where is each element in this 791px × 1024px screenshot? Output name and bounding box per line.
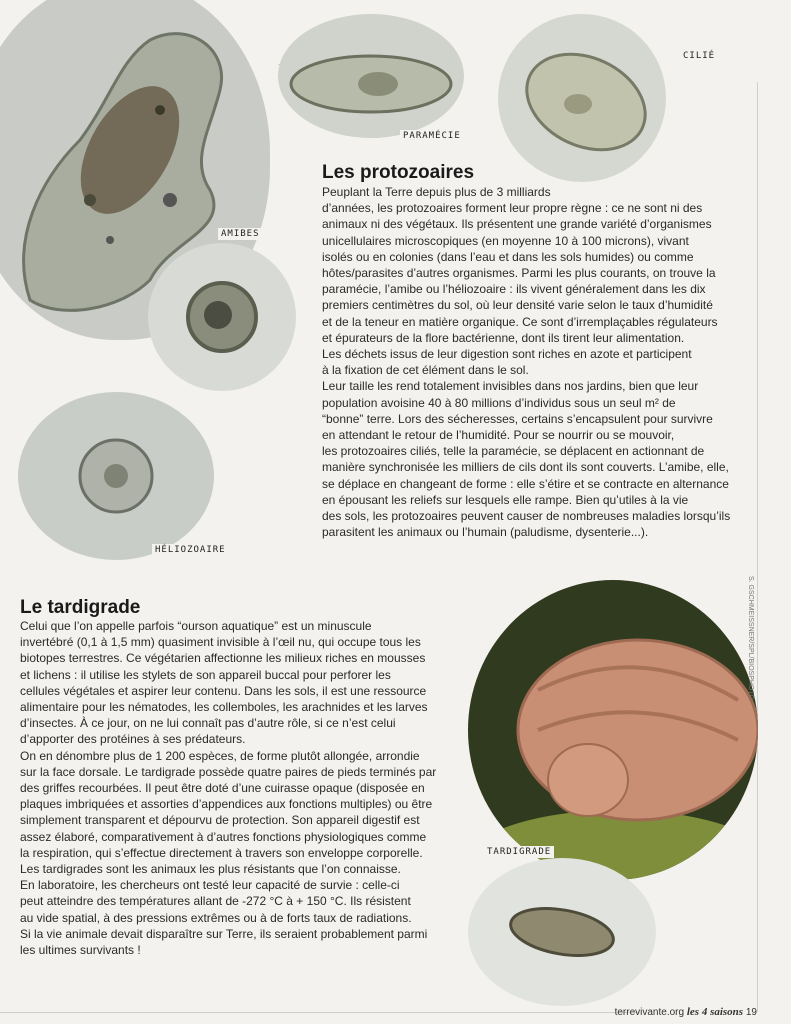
tardigrade-text-line: simplement transparent et dépourvu de protection. Son appareil digestif est (20, 813, 420, 828)
cilie-label: CILIÉ (680, 50, 718, 62)
protozoaires-text-line: en épousant les reliefs sur lesquels elle rampe. Bien qu’utiles à la vie (322, 492, 689, 507)
tardigrade-text-line: Si la vie animale devait disparaître sur Terre, ils seraient probablement parmi (20, 926, 428, 941)
protozoaires-text-line: paramécie, l’amibe ou l’héliozoaire : ils vivent généralement dans les dix (322, 282, 706, 297)
protozoaires-text-line: Leur taille les rend totalement invisibles dans nos jardins, bien que leur (322, 379, 699, 394)
tardigrade-title: Le tardigrade (20, 597, 141, 618)
photo-credit: S. GSCHMEISSNER/SPL/BIOSPHOTO (747, 576, 754, 700)
protozoaires-text-line: animaux ni des végétaux. Ils présentent une grande variété d’organismes (322, 217, 712, 232)
tardigrade-text-line: la respiration, qui s’effectue directement à travers son enveloppe corporelle. (20, 845, 423, 860)
heliozoaire-label: HÉLIOZOAIRE (152, 544, 229, 556)
protozoaires-text-line: des sols, les protozoaires peuvent causer de nombreuses maladies lorsqu’ils (322, 509, 731, 524)
protozoaires-text-line: hôtes/parasites d’autres organismes. Parmi les plus courants, on trouve la (322, 266, 716, 281)
tardigrade-text-line: alimentaire pour les nématodes, les collemboles, les arachnides et les larves (20, 700, 428, 715)
frame-bottom-line (0, 1012, 640, 1013)
tardigrade-text-line: Les tardigrades sont les animaux les plus résistants que l’on connaisse. (20, 862, 401, 877)
tardigrade-text-line: des griffes recourbées. Il peut être doté d’une cuirasse opaque (disposée en (20, 781, 425, 796)
paramecie-label: PARAMÉCIE (400, 130, 464, 142)
page-footer (615, 1006, 757, 1018)
paramecie-image (278, 14, 464, 138)
protozoaires-text-line: en attendant le retour de l’humidité. Pour se nourrir ou se mouvoir, (322, 428, 675, 443)
protozoaires-text-line: et de la teneur en matière organique. Ce sont d’irremplaçables régulateurs (322, 314, 718, 329)
tardigrade-text-line: sur la face dorsale. Le tardigrade possède quatre paires de pieds terminés par (20, 764, 437, 779)
protozoaires-text-line: d’années, les protozoaires forment leur propre règne : ce ne sont ni des (322, 201, 703, 216)
protozoaires-text-line: se déplace en changeant de forme : elle s’étire et se contracte en alternance (322, 476, 729, 491)
tardigrade-text-line: au vide spatial, à des pressions extrêmes ou à de forts taux de radiations. (20, 910, 412, 925)
protozoaires-text-line: à la fixation de cet élément dans le sol. (322, 363, 529, 378)
heliozoaire-image (18, 392, 214, 560)
protozoaires-text-line: parasitent les animaux ou l’humain (paludisme, dysenterie...). (322, 525, 649, 540)
tardigrade-body (20, 618, 460, 958)
protozoaires-text-line: les protozoaires ciliés, telle la paramécie, se déplacent en actionnant de (322, 444, 705, 459)
tardigrade-text-line: les ultimes survivants ! (20, 943, 141, 958)
tardigrade-text-line: Celui que l’on appelle parfois “ourson aquatique” est un minuscule (20, 619, 372, 633)
tardigrade-text-line: d’apporter des protéines à ses prédateurs. (20, 732, 246, 747)
protozoaires-text-line: unicellulaires microscopiques (en moyenne 10 à 100 microns), vivant (322, 233, 689, 248)
frame-right-line (757, 82, 758, 1012)
protozoaires-title: Les protozoaires (322, 162, 475, 183)
protozoaires-text-line: “bonne” terre. Lors des sécheresses, certains s’encapsulent pour survivre (322, 411, 713, 426)
protozoaires-body (322, 184, 752, 540)
protozoaires-text-line: manière synchronisée les milliers de cils dont ils sont couverts. L’amibe, elle, (322, 460, 729, 475)
tardigrade-text-line: invertébré (0,1 à 1,5 mm) quasiment invisible à l’œil nu, qui occupe tous les (20, 635, 421, 650)
footer-site: terrevivante.org (614, 1007, 685, 1018)
amibe-small-image (148, 243, 296, 391)
tardigrade-small-image (468, 858, 656, 1006)
page-number: 19 (745, 1007, 757, 1018)
tardigrade-text-line: plaques imbriquées et assorties d’appendices aux fonctions multiples) ou être (20, 797, 433, 812)
footer-brand: les 4 saisons (686, 1006, 744, 1018)
tardigrade-text-line: assez élaboré, comparativement à d’autres fonctions physiologiques comme (20, 829, 427, 844)
tardigrade-text-line: peut atteindre des températures allant de -272 °C à + 150 °C. Ils résistent (20, 894, 411, 909)
protozoaires-text-line: population avoisine 40 à 80 millions d’individus sous un seul m² de (322, 395, 676, 410)
tardigrade-text-line: cellules végétales et aspirer leur contenu. Dans les sols, il est une ressource (20, 683, 427, 698)
amibes-label: AMIBES (218, 228, 263, 240)
tardigrade-text-line: biotopes terrestres. Ce végétarien affectionne les milieux riches en mousses (20, 651, 426, 666)
tardigrade-image (468, 580, 758, 880)
tardigrade-text-line: et lichens : il utilise les stylets de son appareil buccal pour perforer les (20, 667, 391, 682)
tardigrade-text-line: On en dénombre plus de 1 200 espèces, de forme plutôt allongée, arrondie (20, 748, 420, 763)
protozoaires-text-line: isolés ou en colonies (dans l’eau et dans les sols humides) ou comme (322, 249, 694, 264)
protozoaires-text-line: Peuplant la Terre depuis plus de 3 milliards (322, 185, 551, 199)
tardigrade-text-line: En laboratoire, les chercheurs ont testé leur capacité de survie : celle-ci (20, 878, 400, 893)
tardigrade-text-line: d’insectes. À ce jour, on ne lui connaît pas d’autre rôle, si ce n’est celui (20, 716, 396, 731)
protozoaires-text-line: Les déchets issus de leur digestion sont riches en azote et participent (322, 347, 692, 362)
protozoaires-text-line: et épurateurs de la flore bactérienne, dont ils tirent leur alimentation. (322, 330, 685, 345)
cilie-image (498, 14, 666, 182)
protozoaires-text-line: premiers centimètres du sol, où leur densité varie selon le taux d’humidité (322, 298, 713, 313)
tardigrade-label: TARDIGRADE (484, 846, 554, 858)
